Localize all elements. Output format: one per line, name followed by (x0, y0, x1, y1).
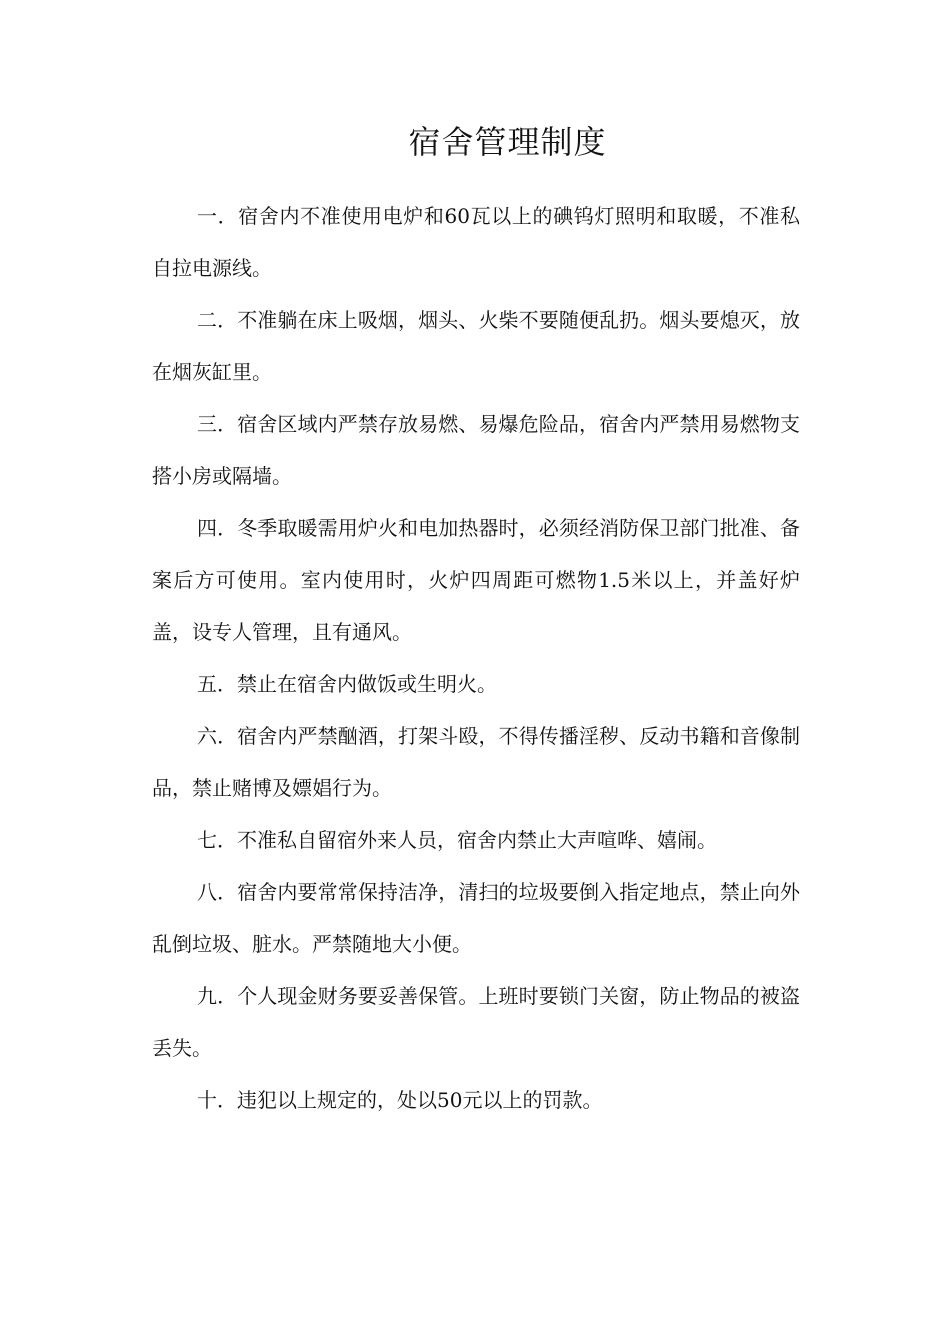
document-title: 宿舍管理制度 (408, 123, 607, 161)
rule-paragraph-6: 六．宿舍内严禁酗酒，打架斗殴，不得传播淫秽、反动书籍和音像制品，禁止赌博及嫖娼行为。 (152, 724, 800, 800)
rule-paragraph-7: 七．不准私自留宿外来人员，宿舍内禁止大声喧哗、嬉闹。 (197, 828, 717, 852)
rule-paragraph-1: 一．宿舍内不准使用电炉和60瓦以上的碘钨灯照明和取暖，不准私自拉电源线。 (152, 204, 800, 280)
rule-paragraph-4: 四．冬季取暖需用炉火和电加热器时，必须经消防保卫部门批准、备案后方可使用。室内使用时，火炉四周距可燃物1.5米以上，并盖好炉盖，设专人管理，且有通风。 (152, 516, 800, 644)
rule-paragraph-10: 十．违犯以上规定的，处以50元以上的罚款。 (197, 1088, 603, 1112)
rule-paragraph-3: 三．宿舍区域内严禁存放易燃、易爆危险品，宿舍内严禁用易燃物支搭小房或隔墙。 (152, 412, 800, 488)
rule-paragraph-8: 八．宿舍内要常常保持洁净，清扫的垃圾要倒入指定地点，禁止向外乱倒垃圾、脏水。严禁随地大小便。 (152, 880, 800, 956)
rule-paragraph-5: 五．禁止在宿舍内做饭或生明火。 (197, 672, 497, 696)
rule-paragraph-2: 二．不准躺在床上吸烟，烟头、火柴不要随便乱扔。烟头要熄灭，放在烟灰缸里。 (152, 308, 800, 384)
document-body (152, 190, 800, 1126)
rule-paragraph-9: 九．个人现金财务要妥善保管。上班时要锁门关窗，防止物品的被盗丢失。 (152, 984, 800, 1060)
